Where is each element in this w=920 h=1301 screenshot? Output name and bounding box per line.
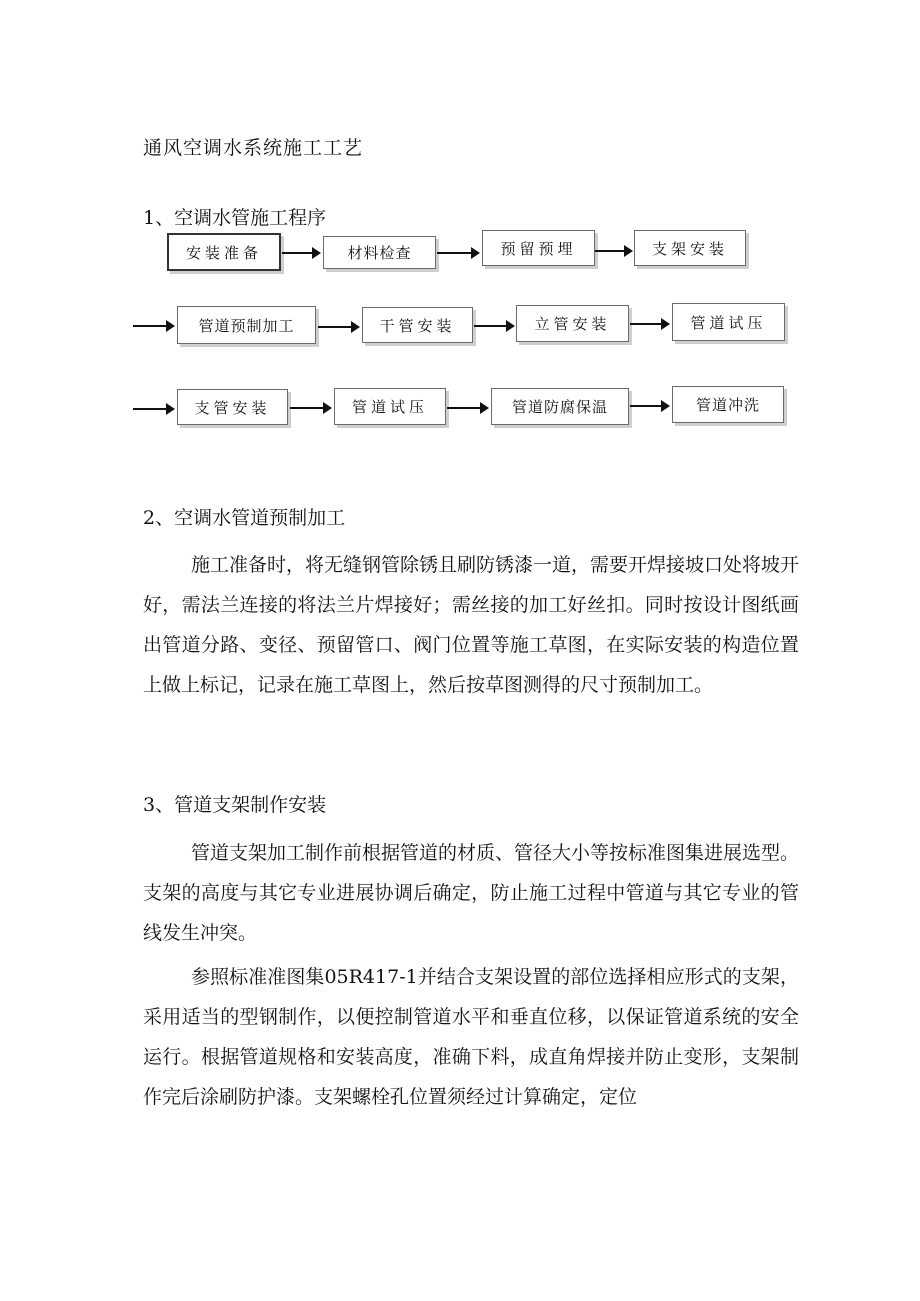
flow-step-2: 材料检查 — [323, 236, 436, 269]
flow-arrow — [290, 407, 330, 409]
flow-arrow — [474, 325, 513, 327]
flow-arrow — [630, 405, 668, 407]
flow-step-6: 干管安装 — [362, 307, 473, 343]
document-title: 通风空调水系统施工工艺 — [143, 137, 364, 159]
flow-step-4: 支架安装 — [634, 230, 746, 266]
flow-arrow — [595, 250, 631, 252]
paragraph-support-selection: 管道支架加工制作前根据管道的材质、管径大小等按标准图集进展选型。支架的高度与其它专业进展协调后确定，防止施工过程中管道与其它专业的管线发生冲突。 — [143, 842, 800, 944]
section-heading-1: 1、空调水管施工程序 — [143, 207, 327, 229]
flow-step-7: 立管安装 — [516, 305, 629, 342]
paragraph-support-fabrication: 参照标准准图集05R417-1并结合支架设置的部位选择相应形式的支架，采用适当的型钢制作，以便控制管道水平和垂直位移，以保证管道系统的安全运行。根据管道规格和安装高度，准确下料，成直角焊接并防止变形，支架制作完后涂刷防护漆。支架螺栓孔位置须经过计算确定，定位 — [143, 966, 799, 1108]
section-heading-3: 3、管道支架制作安装 — [143, 794, 327, 816]
flow-arrow — [318, 326, 358, 328]
flow-arrow — [447, 407, 487, 409]
paragraph-prefabrication: 施工准备时，将无缝钢管除锈且刷防锈漆一道，需要开焊接坡口处将坡开好，需法兰连接的将法兰片焊接好；需丝接的加工好丝扣。同时按设计图纸画出管道分路、变径、预留管口、阀门位置等施工草图，在实际安装的构造位置上做上标记，记录在施工草图上，然后按草图测得的尺寸预制加工。 — [143, 554, 800, 696]
flow-step-12: 管道冲洗 — [672, 386, 784, 423]
section-heading-2: 2、空调水管道预制加工 — [143, 507, 346, 529]
flow-arrow — [630, 323, 668, 325]
flow-step-10: 管道试压 — [334, 388, 446, 425]
flow-arrow — [437, 252, 478, 254]
flow-step-3: 预留预埋 — [482, 230, 595, 266]
flow-step-9: 支管安装 — [177, 389, 288, 425]
flow-step-11: 管道防腐保温 — [491, 388, 629, 425]
flow-arrow — [133, 325, 173, 327]
flow-step-5: 管道预制加工 — [177, 306, 316, 344]
flow-arrow — [133, 408, 173, 410]
flow-step-1: 安装准备 — [167, 233, 281, 271]
flow-arrow — [282, 252, 319, 254]
flow-step-8: 管道试压 — [672, 303, 785, 341]
